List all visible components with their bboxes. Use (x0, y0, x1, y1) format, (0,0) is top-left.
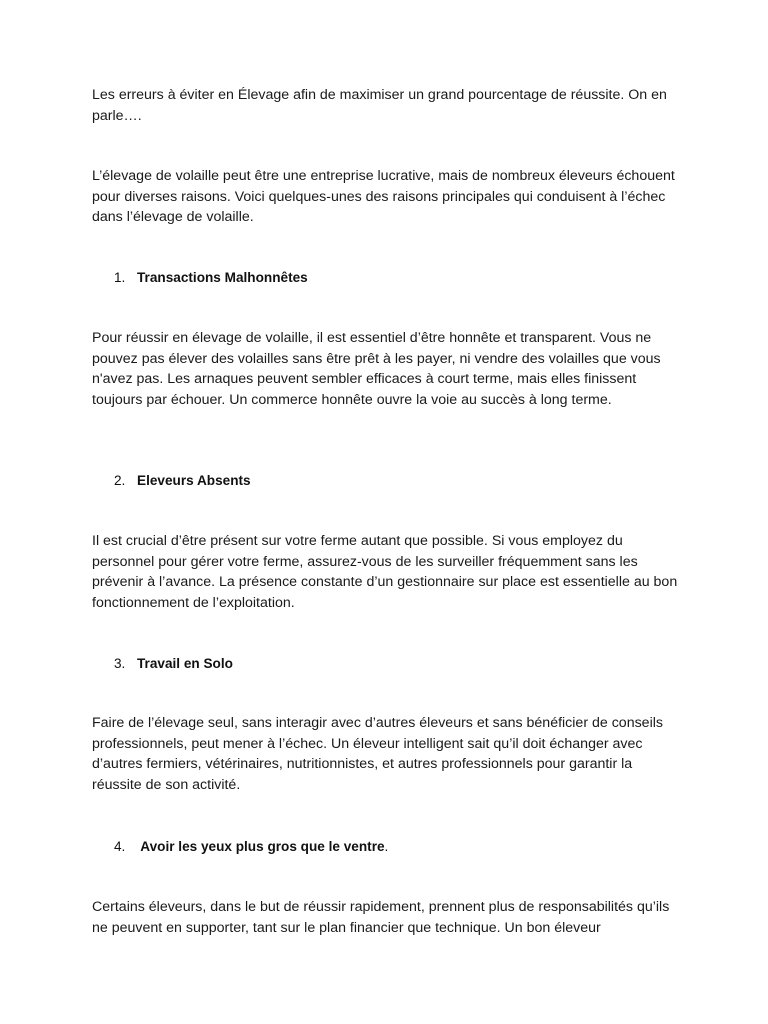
intro-paragraph: Les erreurs à éviter en Élevage afin de maximiser un grand pourcentage de réussite. On en parle…. (92, 87, 667, 124)
lead-paragraph: L’élevage de volaille peut être une entreprise lucrative, mais de nombreux éleveurs échouent pour diverses raisons. Voici quelques-unes des raisons principales qui conduisent à l’échec dans l’élevage de volaille. (92, 168, 675, 226)
section-number: 3. (114, 656, 126, 671)
section-heading-4 (114, 837, 388, 857)
section-title: Transactions Malhonnêtes (137, 270, 308, 285)
section-body-4: Certains éleveurs, dans le but de réussir rapidement, prennent plus de responsabilités qu’ils ne peuvent en supporter, tant sur le plan financier que technique. Un bon éleveur (92, 899, 670, 936)
section-number: 1. (114, 270, 126, 285)
section-title: Avoir les yeux plus gros que le ventre (137, 839, 385, 854)
section-body-2: Il est crucial d’être présent sur votre ferme autant que possible. Si vous employez du personnel pour gérer votre ferme, assurez-vous de les surveiller fréquemment sans les prévenir à l’avance. La présence constante d’un gestionnaire sur place est essentielle au bon fonctionnement de l’exploitation. (92, 533, 678, 611)
section-number: 4. (114, 839, 126, 854)
section-title: Eleveurs Absents (137, 473, 251, 488)
section-heading-3 (114, 654, 233, 674)
section-title: Travail en Solo (137, 656, 233, 671)
section-body-1: Pour réussir en élevage de volaille, il est essentiel d’être honnête et transparent. Vous ne pouvez pas élever des volailles sans être prêt à les payer, ni vendre des volailles que vous n'avez pas. Les arnaques peuvent sembler efficaces à court terme, mais elles finissent toujours par échouer. Un commerce honnête ouvre la voie au succès à long terme. (92, 330, 661, 408)
section-heading-2 (114, 471, 251, 491)
section-heading-1 (114, 268, 308, 288)
section-number: 2. (114, 473, 126, 488)
section-title-suffix: . (384, 839, 389, 854)
section-body-3: Faire de l’élevage seul, sans interagir avec d’autres éleveurs et sans bénéficier de conseils professionnels, peut mener à l’échec. Un éleveur intelligent sait qu’il doit échanger avec d’autres fermiers, vétérinaires, nutritionnistes, et autres professionnels pour garantir la réussite de son activité. (92, 715, 663, 793)
